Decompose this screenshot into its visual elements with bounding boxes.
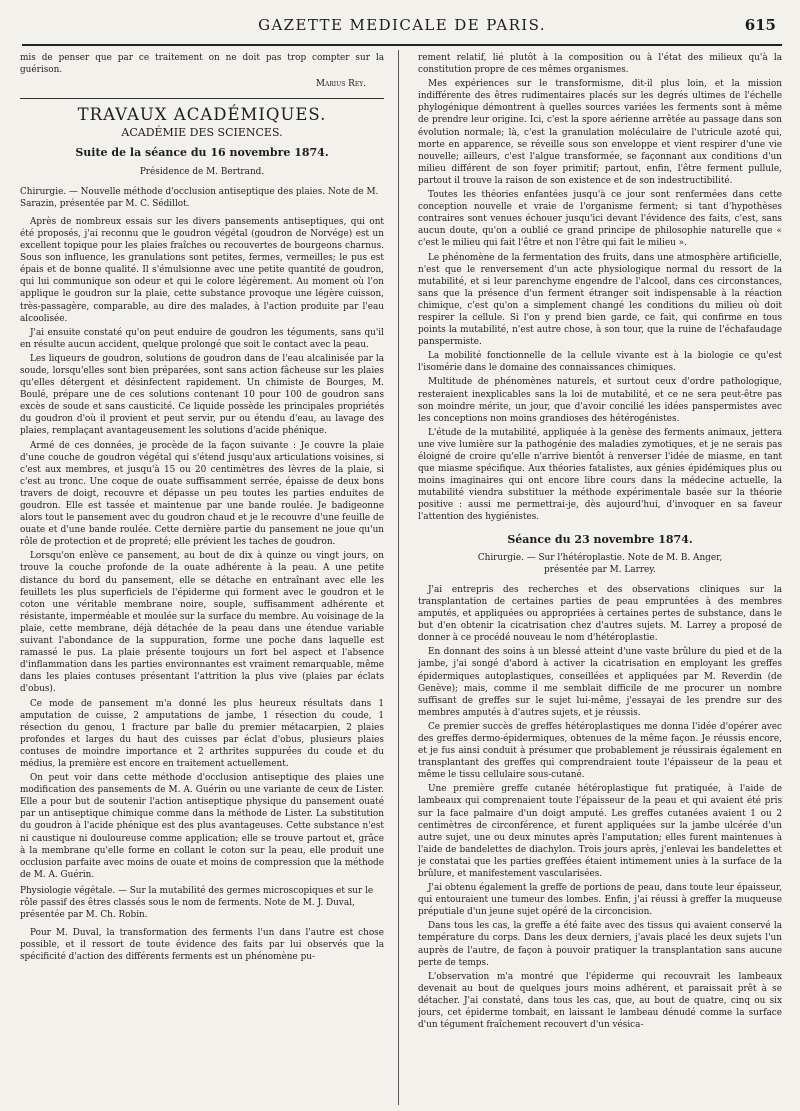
paragraph: On peut voir dans cette méthode d'occlusion antiseptique des plaies une modification des pansements de M. A. Guérin ou une variante de ceux de Lister. Elle a pour but de soutenir l'action antiseptique physique du pansement ouaté par un antiseptique chimique comme dans la méthode de Lister. La substitution du goudron à l'acide phénique est des plus avantageuses. Cette substance n'est ni caustique ni douloureuse comme application; elle se trouve partout et, grâce à la membrane qu'elle forme en collant le coton sur la peau, elle produit une occlusion parfaite avec moins de ouate et moins de compression que la méthode de M. A. Guérin. xyxy=(20,773,384,880)
article-heading-presenter: présentée par M. Larrey. xyxy=(544,564,656,575)
paragraph: Les liqueurs de goudron, solutions de goudron dans de l'eau alcalinisée par la soude, lorsqu'elles sont bien préparées, sont sans action fâcheuse sur les plaies qu'elles détergent et désinfectent rapidement. Un chimiste de Bourges, M. Boulé, prépare une de ces solutions contenant 10 pour 100 de goudron sans excès de soude et sans causticité. Ce liquide possède les principales propriétés du goudron d'où il provient et peut servir, pur ou étendu d'eau, au lavage des plaies, remplaçant avantageusement les solutions d'acide phénique. xyxy=(20,353,384,437)
paragraph: Toutes les théories enfantées jusqu'à ce jour sont renfermées dans cette conception nouvelle et vraie de l'organisme ferment; si tant d'hypothèses contraires sont venues échouer jusqu'ici devant l'évidence des faits, c'est, sans aucun doute, qu'on a oublié ce grand principe de philosophie naturelle que « c'est le milieu qui fait l'être et non l'être qui fait le milieu ». xyxy=(418,190,782,249)
article-heading-physiology: Physiologie végétale. — Sur la mutabilité des germes microscopiques et sur le rôle passif des êtres classés sous le nom de ferments. Note de M. J. Duval, présentée par M. Ch. Robin. xyxy=(20,885,374,921)
paragraph: Dans tous les cas, la greffe a été faite avec des tissus qui avaient conservé la température du corps. Dans les deux derniers, j'avais placé les deux sujets l'un auprès de l'autre, de façon à pouvoir pratiquer la transplantation sans aucune perte de temps. xyxy=(418,921,782,968)
continued-paragraph: mis de penser que par ce traitement on ne doit pas trop compter sur la guérison. xyxy=(20,53,384,76)
column-divider xyxy=(398,50,399,1105)
paragraph: Lorsqu'on enlève ce pansement, au bout de dix à quinze ou vingt jours, on trouve la couche profonde de la ouate adhérente à la peau. A une petite distance du bord du pansement, elle se détache en entraînant avec elle les feuillets les plus superficiels de l'épiderme qui forment avec le goudron et le coton une véritable membrane noire, souple, suffisamment adhérente et résistante, imperméable et moulée sur la surface du membre. Au voisinage de la plaie, cette membrane, déjà détachée de la peau dans une étendue variable suivant l'abondance de la suppuration, forme une poche dans laquelle est ramassé le pus. La plaie présente toujours un fort bel aspect et l'absence d'inflammation dans les parties environnantes est vraiment remarquable, même dans les plaies contuses présentant l'attrition la plus vive (plaies par éclats d'obus). xyxy=(20,551,384,695)
right-column xyxy=(418,52,782,1104)
academy-title: ACADÉMIE DES SCIENCES. xyxy=(121,126,283,140)
presidence-line: Présidence de M. Bertrand. xyxy=(139,166,265,177)
article-heading-heteroplasty: Chirurgie. — Sur l'hétéroplastie. Note de M. B. Anger, xyxy=(477,552,723,563)
session-heading: Suite de la séance du 16 novembre 1874. xyxy=(75,146,329,160)
paragraph: L'observation m'a montré que l'épiderme qui recouvrait les lambeaux devenait au bout de quelques jours moins adhérent, et paraissait prêt à se détacher. J'ai constaté, dans tous les cas, que, au bout de quatre, cinq ou six jours, cet épiderme tombait, en laissant le lambeau dénudé comme la surface d'un tégument fraîchement recouvert d'un vésica- xyxy=(418,971,782,1031)
paragraph: J'ai entrepris des recherches et des observations cliniques sur la transplantation de certaines parties de peau empruntées à des membres amputés, et appliquées ou appropriées à certaines pertes de substance, dans le but d'en obtenir la cicatrisation chez d'autres sujets. M. Larrey a proposé de donner à ce procédé nouveau le nom d'hétéroplastie. xyxy=(418,584,782,644)
journal-title: GAZETTE MEDICALE DE PARIS. xyxy=(258,16,546,34)
article-heading-surgery: Chirurgie. — Nouvelle méthode d'occlusion antiseptique des plaies. Note de M. Sarazin, présentée par M. C. Sédillot. xyxy=(20,186,379,209)
author-signature: Marius Rey. xyxy=(315,79,366,90)
section-title: TRAVAUX ACADÉMIQUES. xyxy=(77,105,327,125)
paragraph: Le phénomène de la fermentation des fruits, dans une atmosphère artificielle, n'est que le renversement d'un acte physiologique normal du ressort de la mutabilité, et si leur parenchyme engendre de l'alcool, dans ces circonstances, sans que la présence d'un ferment étranger soit indispensable à la réaction chimique, c'est qu'on a simplement changé les conditions du milieu où doit respirer la cellule. Si l'on y prend bien garde, ce fait, qui confirme en tous points la mutabilité, n'est autre chose, à son tour, que la ruine de l'échafaudage panspermiste. xyxy=(418,252,782,348)
paragraph: Ce mode de pansement m'a donné les plus heureux résultats dans 1 amputation de cuisse, 2 amputations de jambe, 1 résection du coude, 1 résection du genou, 1 fracture par balle du premier métacarpien, 2 plaies profondes et larges du haut des cuisses par éclat d'obus, plusieurs plaies contuses de moindre importance et 2 arthrites suppurées du coude et du médius, la première est encore en traitement actuellement. xyxy=(20,698,384,769)
paragraph: J'ai obtenu également la greffe de portions de peau, dans toute leur épaisseur, qui entouraient une tumeur des lombes. Enfin, j'ai réussi à greffer la muqueuse préputiale d'un jeune sujet opéré de la circoncision. xyxy=(418,883,782,918)
left-column xyxy=(20,52,384,1104)
paragraph: Mes expériences sur le transformisme, dit-il plus loin, et la mission indifférente des êtres rudimentaires placés sur les degrés ultimes de l'échelle phylogénique démontrent à quelles sources variées les ferments sont à même de prendre leur origine. Ici, c'est la spore aérienne arrêtée au passage dans son évolution normale; là, c'est la granulation moléculaire de l'utricule azoté qui, morte en apparence, se réveille sous son enveloppe et vient respirer d'une vie nouvelle; ailleurs, c'est l'algue transformée, se façonnant aux conditions d'un milieu différent de son foyer primitif; partout, enfin, l'être ferment pullule, partout il trouve la raison de son existence et de son indestructibilité. xyxy=(418,79,782,186)
paragraph: Multitude de phénomènes naturels, et surtout ceux d'ordre pathologique, resteraient inexplicables sans la loi de mutabilité, et ce ne sera peut-être pas son moindre mérite, un jour, que d'avoir concilié les idées panspermistes avec les conceptions non moins grandioses des hétérogénistes. xyxy=(418,377,782,424)
paragraph: Pour M. Duval, la transformation des ferments l'un dans l'autre est chose possible, et il ressort de toute évidence des faits par lui observés que la spécificité d'action des différents ferments est un phénomène pu- xyxy=(20,928,384,963)
paragraph: Une première greffe cutanée hétéroplastique fut pratiquée, à l'aide de lambeaux qui comprenaient toute l'épaisseur de la peau et qui avaient été pris sur la face palmaire d'un doigt amputé. Les greffes cutanées avaient 1 ou 2 centimètres de circonférence, et furent appliquées sur la jambe ulcérée d'un autre sujet, une ou deux minutes après l'amputation; elles furent maintenues à l'aide de bandelettes de diachylon. Trois jours après, j'enlevai les bandelettes et je constatai que les parties greffées étaient intimement unies à la surface de la brûlure, et manifestement vascularisées. xyxy=(418,784,782,879)
paragraph: Armé de ces données, je procède de la façon suivante : Je couvre la plaie d'une couche de goudron végétal qui s'étend jusqu'aux articulations voisines, si c'est aux membres, et jusqu'à 15 ou 20 centimètres des lèvres de la plaie, si c'est au tronc. Une coque de ouate suffisamment serrée, épaisse de deux bons travers de doigt, recouvre et dépasse un peu toutes les parties enduites de goudron. Elle est tassée et maintenue par une bande roulée. Je badigeonne alors tout le pansement avec du goudron chaud et je le recouvre d'une feuille de ouate et d'une bande roulée. Cette dernière partie du pansement ne joue qu'un rôle de protection et de propreté; elle prévient les taches de goudron. xyxy=(20,440,384,548)
section-rule xyxy=(20,98,384,99)
page-number: 615 xyxy=(744,16,776,34)
page-header xyxy=(22,14,782,46)
paragraph: Ce premier succès de greffes hétéroplastiques me donna l'idée d'opérer avec des greffes dermo-épidermiques, obtenues de la même façon. Je réussis encore, et je fus ainsi conduit à présumer que probablement je réussirais également en transplantant des greffes qui comprendraient toute l'épaisseur de la peau et même le tissu cellulaire sous-cutané. xyxy=(418,721,782,781)
session-heading-2: Séance du 23 novembre 1874. xyxy=(507,532,693,546)
paragraph: J'ai ensuite constaté qu'on peut enduire de goudron les téguments, sans qu'il en résulte aucun accident, quelque prolongé que soit le contact avec la peau. xyxy=(20,327,384,350)
paragraph: Après de nombreux essais sur les divers pansements antiseptiques, qui ont été proposés, j'ai reconnu que le goudron végétal (goudron de Norvége) est un excellent topique pour les plaies fraîches ou recouvertes de bourgeons charnus. Sous son influence, les granulations sont petites, fermes, vermeilles; le pus est épais et de bonne qualité. Il s'émulsionne avec une petite quantité de goudron, qui lui communique son odeur et qui le colore légèrement. Au moment où l'on applique le goudron sur la plaie, cette substance provoque une légère cuisson, très-passagère, comparable, au dire des malades, à l'action produite par l'eau alcoolisée. xyxy=(20,216,384,324)
paragraph: rement relatif, lié plutôt à la composition ou à l'état des milieux qu'à la constitution propre de ces mêmes organismes. xyxy=(418,53,782,76)
paragraph: En donnant des soins à un blessé atteint d'une vaste brûlure du pied et de la jambe, j'ai songé d'abord à activer la cicatrisation en employant les greffes épidermiques autoplastiques, conseillées et appliquées par M. Reverdin (de Genève); mais, comme il me semblait difficile de me procurer un nombre suffisant de greffes sur le sujet lui-même, j'essayai de les prendre sur des membres amputés à d'autres sujets, et je réussis. xyxy=(418,647,782,718)
paragraph: La mobilité fonctionnelle de la cellule vivante est à la biologie ce qu'est l'isomérie dans le domaine des connaissances chimiques. xyxy=(418,351,782,374)
paragraph: L'étude de la mutabilité, appliquée à la genèse des ferments animaux, jettera une vive lumière sur la pathogénie des maladies zymotiques, et je ne serais pas éloigné de croire qu'elle n'arrive bientôt à renverser l'idée de miasme, en tant que miasme spécifique. Aux théories fatalistes, aux génies épidémiques plus ou moins imaginaires qui ont encore libre cours dans la médecine actuelle, la mutabilité viendra substituer la méthode expérimentale basée sur la théorie positive : aussi me permettrai-je, dès aujourd'hui, d'invoquer en sa faveur l'attention des hygiénistes. xyxy=(418,427,782,523)
